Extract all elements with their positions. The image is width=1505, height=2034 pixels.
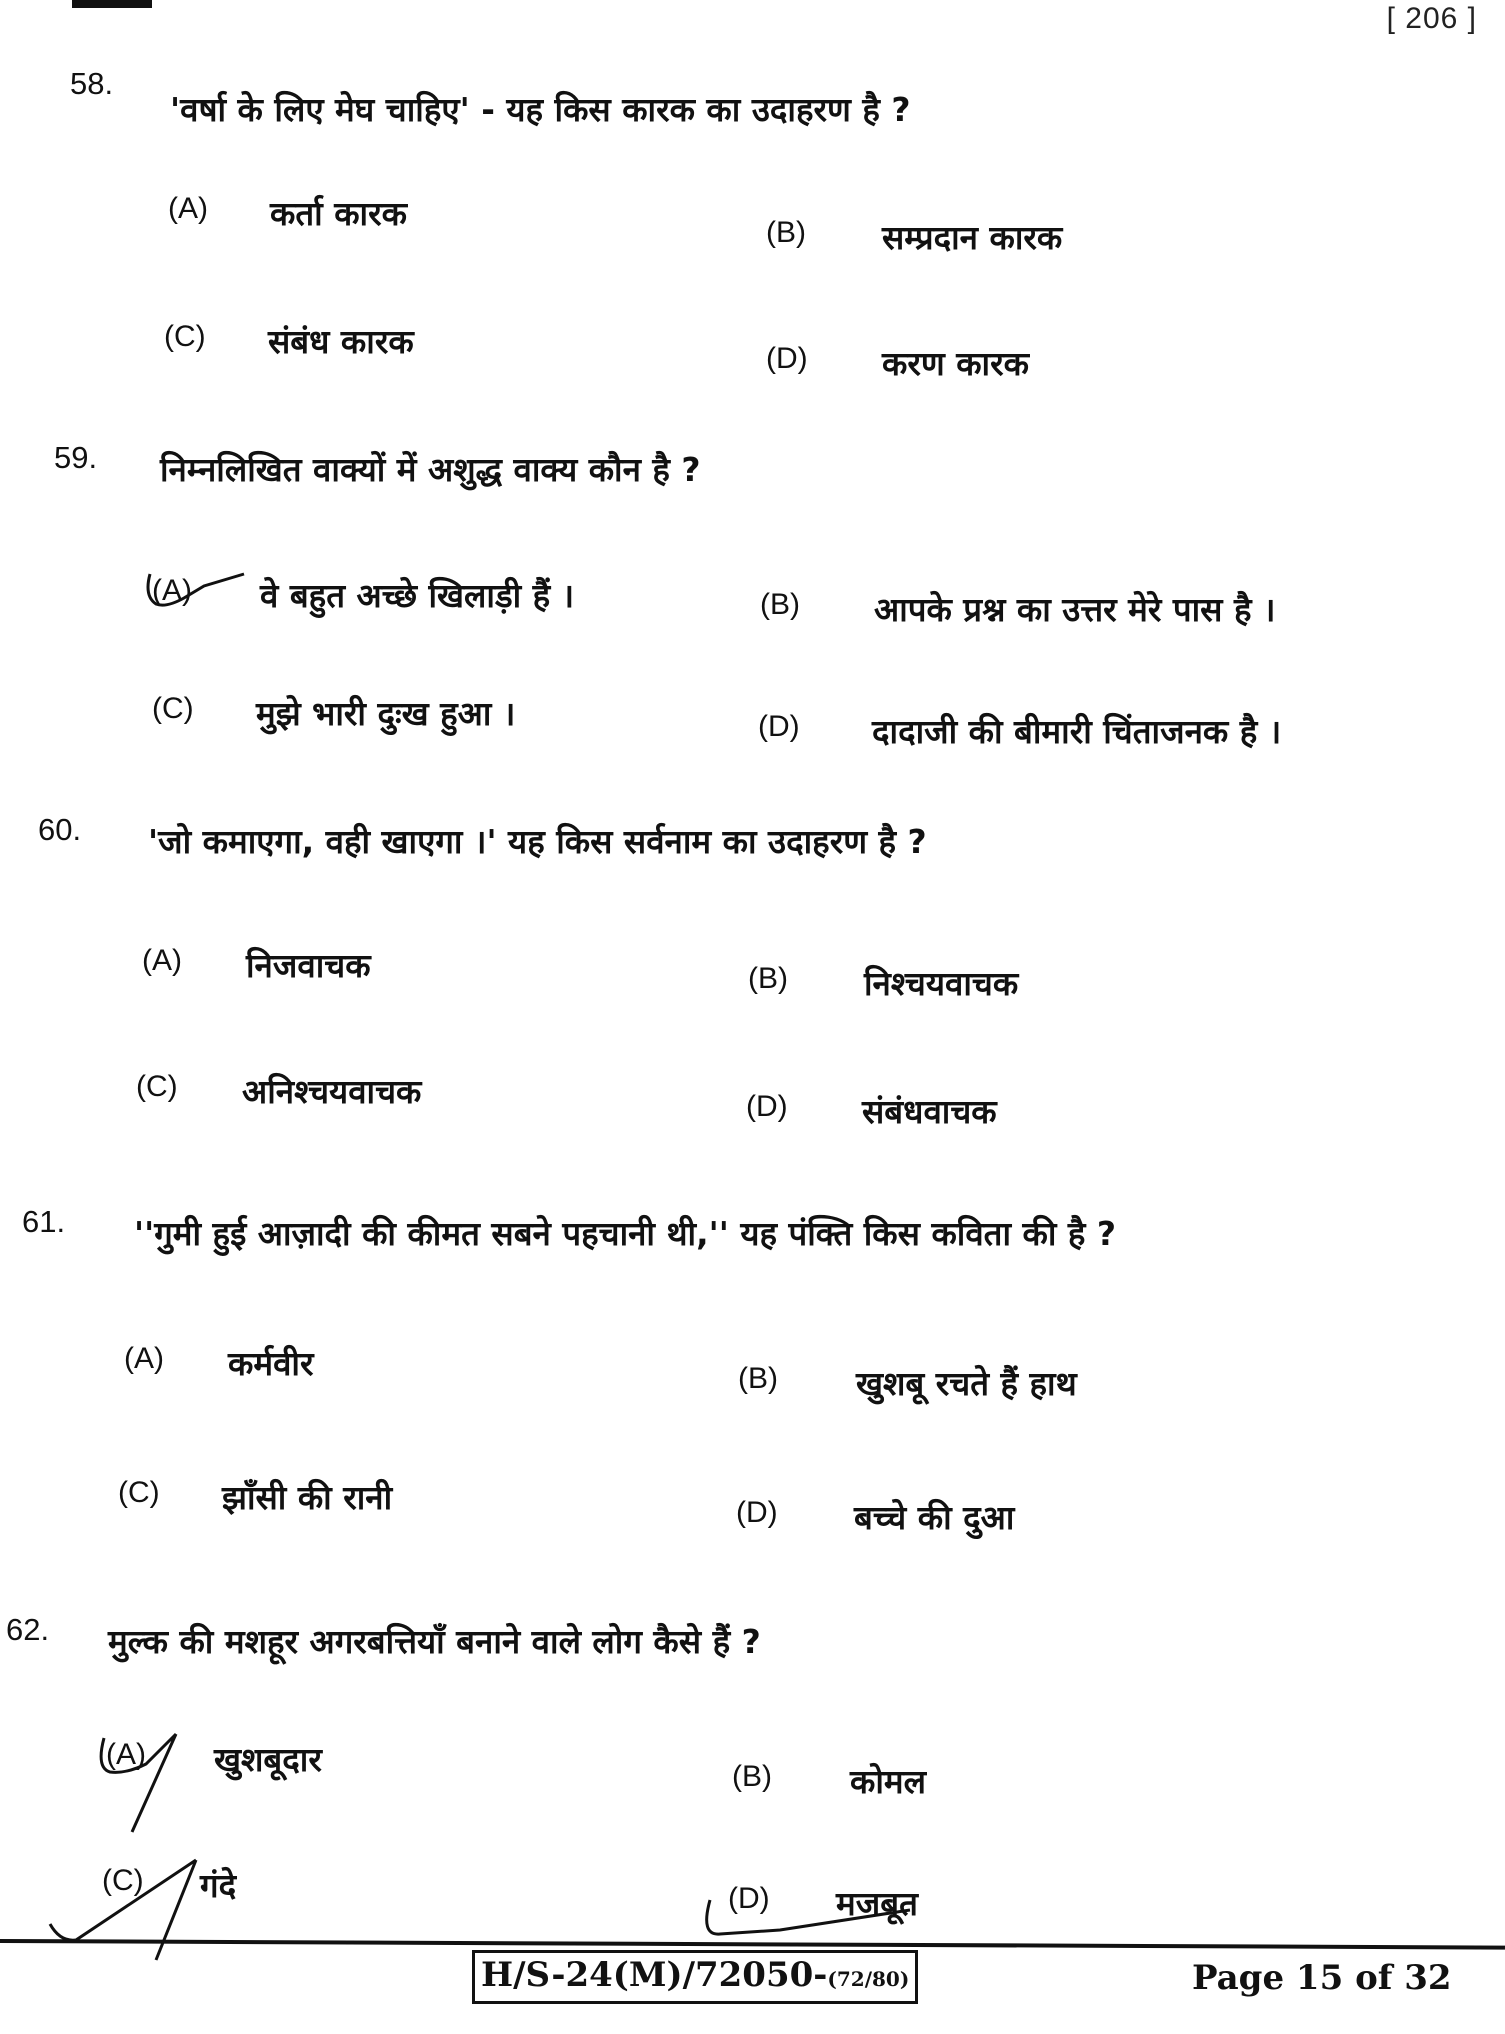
page-indicator: Page 15 of 32 bbox=[1192, 1958, 1452, 1998]
tick-mark-icon bbox=[144, 566, 254, 616]
question-number: 58. bbox=[70, 66, 114, 101]
question-number: 61. bbox=[22, 1204, 66, 1239]
question-text: 'वर्षा के लिए मेघ चाहिए' - यह किस कारक का उदाहरण है ? bbox=[170, 90, 911, 129]
question-text: मुल्क की मशहूर अगरबत्तियाँ बनाने वाले लोग कैसे हैं ? bbox=[108, 1622, 761, 1661]
question-text: ''गुमी हुई आज़ादी की कीमत सबने पहचानी थी,'' यह पंक्ति किस कविता की है ? bbox=[134, 1214, 1117, 1253]
tick-mark-icon bbox=[96, 1728, 216, 1838]
paper-code: H/S-24(M)/72050-(72/80) bbox=[472, 1950, 918, 2004]
underline-mark-icon bbox=[700, 1890, 930, 1950]
top-edge-bar bbox=[72, 0, 152, 8]
question-number: 60. bbox=[38, 812, 82, 847]
question-text: 'जो कमाएगा, वही खाएगा ।' यह किस सर्वनाम का उदाहरण है ? bbox=[148, 822, 927, 861]
question-text: निम्नलिखित वाक्यों में अशुद्ध वाक्य कौन है ? bbox=[160, 450, 701, 489]
tick-mark-icon bbox=[46, 1856, 216, 1966]
question-number: 62. bbox=[6, 1612, 50, 1647]
question-number: 59. bbox=[54, 440, 98, 475]
page-marker: [ 206 ] bbox=[1386, 2, 1477, 35]
